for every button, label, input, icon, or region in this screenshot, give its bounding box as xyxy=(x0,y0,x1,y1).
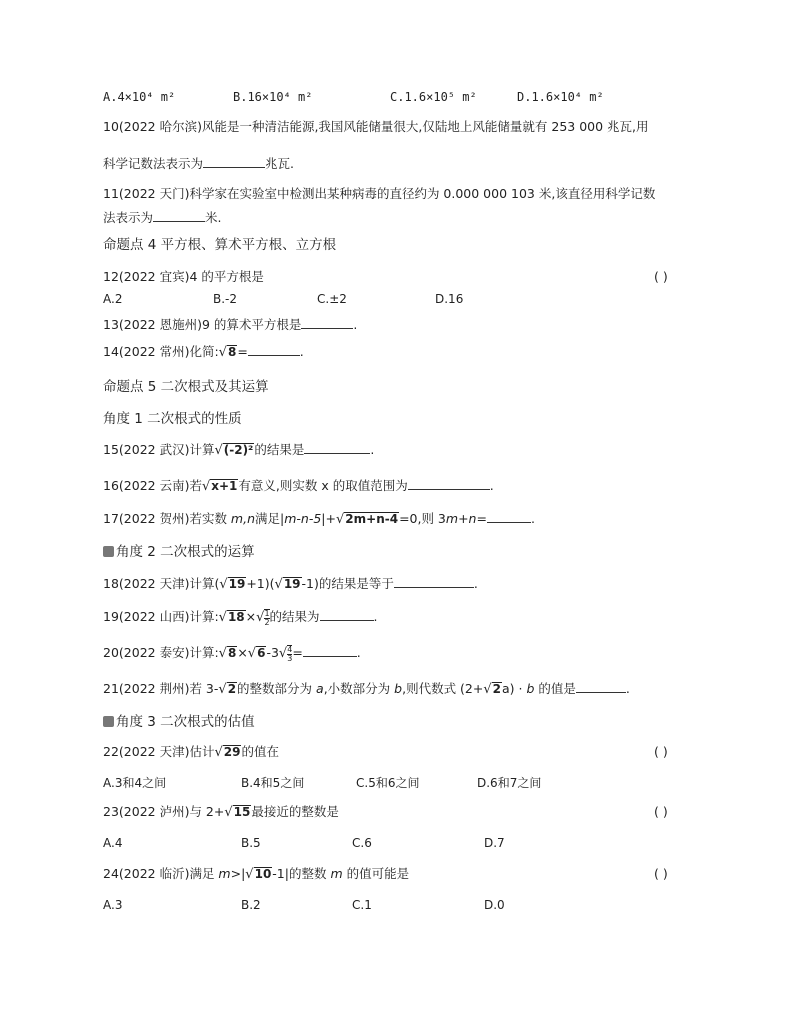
q21-text-e: a) · xyxy=(502,681,527,696)
q17-expr-mn: m+n xyxy=(445,511,477,526)
q21-radicand-2: 2 xyxy=(492,682,502,696)
q16-radicand: x+1 xyxy=(211,479,238,493)
q21-text-f: 的值是 xyxy=(534,681,576,696)
q22-answer-paren[interactable]: ( ) xyxy=(654,744,668,759)
q21-text-d: ,则代数式 (2+ xyxy=(402,681,484,696)
q17-radicand: 2m+n-4 xyxy=(345,512,399,526)
q24-text-b: >| xyxy=(230,866,246,881)
q19-answer-blank[interactable] xyxy=(320,608,374,621)
q13-text-b: . xyxy=(353,317,358,332)
q24-radicand: 10 xyxy=(254,867,272,881)
q21-var-b-2: b xyxy=(526,681,535,696)
q19-text-b: × xyxy=(245,609,257,624)
q20-radicand-1: 8 xyxy=(227,646,237,660)
q24-option-c: C.1 xyxy=(352,898,372,912)
q21-var-a: a xyxy=(316,681,324,696)
q22-text-a: 22(2022 天津)估计 xyxy=(103,744,215,759)
q23-text-b: 最接近的整数是 xyxy=(251,804,339,819)
q15-line xyxy=(103,441,374,459)
q17-text-a: 17(2022 贺州)若实数 xyxy=(103,511,231,526)
q12-stem: 12(2022 宜宾)4 的平方根是 xyxy=(103,269,264,284)
radical-sign: √ xyxy=(218,646,227,661)
q12-option-b: B.-2 xyxy=(213,292,238,306)
q19-denominator: 2 xyxy=(264,617,270,627)
radical-sign: √ xyxy=(483,682,492,697)
q22-option-c: C.5和6之间 xyxy=(356,776,420,790)
q21-text-g: . xyxy=(625,681,630,696)
q11-line1: 11(2022 天门)科学家在实验室中检测出某种病毒的直径约为 0.000 000 103 米,该直径用科学记数 xyxy=(103,186,656,201)
q19-numerator: 1 xyxy=(264,608,270,618)
q17-text-b: 满足| xyxy=(255,511,285,526)
radical-sign: √ xyxy=(274,577,283,592)
q23-radicand: 15 xyxy=(233,805,251,819)
q15-answer-blank[interactable] xyxy=(304,441,370,454)
radical-sign: √ xyxy=(219,577,228,592)
q21-text-c: ,小数部分为 xyxy=(323,681,395,696)
radical-sign: √ xyxy=(218,345,227,360)
q23-text-a: 23(2022 泸州)与 2+ xyxy=(103,804,225,819)
q20-text-e: . xyxy=(356,645,361,660)
q23-line xyxy=(103,804,339,821)
q17-text-h: . xyxy=(530,511,535,526)
q12-option-c: C.±2 xyxy=(317,292,347,306)
q21-text-a: 21(2022 荆州)若 3- xyxy=(103,681,219,696)
q24-answer-paren[interactable]: ( ) xyxy=(654,866,668,881)
q15-radicand: (-2)² xyxy=(223,443,254,457)
q17-text-d: |+ xyxy=(321,511,336,526)
q10-line1: 10(2022 哈尔滨)风能是一种清洁能源,我国风能储量很大,仅陆地上风能储量就有 253 000 兆瓦,用 xyxy=(103,119,649,134)
q10-text-a: 科学记数法表示为 xyxy=(103,156,204,171)
q21-radicand: 2 xyxy=(227,682,237,696)
q20-text-d: = xyxy=(292,645,303,660)
q16-answer-blank[interactable] xyxy=(408,477,490,490)
radical-sign: √ xyxy=(278,646,288,661)
q19-text-d: . xyxy=(373,609,378,624)
q22-line xyxy=(103,744,279,761)
q24-option-d: D.0 xyxy=(484,898,505,912)
q14-text-a: 14(2022 常州)化简: xyxy=(103,344,219,359)
q18-line xyxy=(103,575,478,593)
q21-text-b: 的整数部分为 xyxy=(237,681,317,696)
q18-text-a: 18(2022 天津)计算( xyxy=(103,576,220,591)
q18-radicand-1: 19 xyxy=(228,577,246,591)
q20-numerator: 4 xyxy=(287,644,293,654)
square-bullet-icon xyxy=(103,546,114,557)
radical-sign: √ xyxy=(247,646,257,661)
q12-option-a: A.2 xyxy=(103,292,123,306)
q17-answer-blank[interactable] xyxy=(487,510,531,523)
square-bullet-icon xyxy=(103,716,114,727)
q24-text-c: -1|的整数 xyxy=(272,866,331,881)
q23-option-c: C.6 xyxy=(352,836,372,850)
q17-line xyxy=(103,510,535,528)
q23-option-d: D.7 xyxy=(484,836,505,850)
q24-option-b: B.2 xyxy=(241,898,261,912)
q9-option-d: D.1.6×10⁴ m² xyxy=(517,90,604,104)
q24-var-m-2: m xyxy=(330,866,343,881)
radical-sign: √ xyxy=(335,512,345,527)
section-5-heading: 命题点 5 二次根式及其运算 xyxy=(103,379,269,395)
q17-text-e: =0,则 3 xyxy=(399,511,446,526)
q22-option-d: D.6和7之间 xyxy=(477,776,542,790)
q24-text-a: 24(2022 临沂)满足 xyxy=(103,866,219,881)
q19-text-c: 的结果为 xyxy=(269,609,320,624)
radical-sign: √ xyxy=(218,682,227,697)
q21-var-b: b xyxy=(394,681,403,696)
q24-text-d: 的值可能是 xyxy=(342,866,410,881)
q24-option-a: A.3 xyxy=(103,898,123,912)
q20-answer-blank[interactable] xyxy=(303,644,357,657)
q20-text-c: -3 xyxy=(266,645,279,660)
q13-line xyxy=(103,316,357,333)
q16-line xyxy=(103,477,494,495)
q18-text-c: -1)的结果是等于 xyxy=(301,576,394,591)
q20-text-b: × xyxy=(237,645,248,660)
radical-sign: √ xyxy=(201,479,211,494)
q22-option-a: A.3和4之间 xyxy=(103,776,167,790)
q10-line2 xyxy=(103,155,294,172)
radical-sign: √ xyxy=(256,610,265,625)
q23-answer-paren[interactable]: ( ) xyxy=(654,804,668,819)
q11-text-b: 米. xyxy=(205,210,222,225)
q21-answer-blank[interactable] xyxy=(576,680,626,693)
angle-3-heading xyxy=(103,714,255,730)
q14-radicand: 8 xyxy=(227,345,237,359)
q24-line xyxy=(103,866,409,883)
q13-answer-blank[interactable] xyxy=(301,316,353,329)
q17-vars-mn: m,n xyxy=(230,511,255,526)
q22-radicand: 29 xyxy=(223,745,241,759)
q18-radicand-2: 19 xyxy=(283,577,301,591)
radical-sign: √ xyxy=(224,805,233,820)
q19-text-a: 19(2022 山西)计算: xyxy=(103,609,219,624)
q11-answer-blank[interactable] xyxy=(153,209,205,222)
q23-option-b: B.5 xyxy=(241,836,261,850)
q11-line2 xyxy=(103,209,222,226)
q18-text-d: . xyxy=(473,576,478,591)
q9-option-a: A.4×10⁴ m² xyxy=(103,90,176,104)
q24-var-m: m xyxy=(218,866,231,881)
q20-text-a: 20(2022 泰安)计算: xyxy=(103,645,219,660)
q15-text-b: 的结果是 xyxy=(254,442,305,457)
q17-abs-expr: m-n-5 xyxy=(284,511,322,526)
q9-option-c: C.1.6×10⁵ m² xyxy=(390,90,477,104)
q12-answer-paren[interactable]: ( ) xyxy=(654,269,668,284)
q12-option-d: D.16 xyxy=(435,292,464,306)
angle-2-label: 角度 2 二次根式的运算 xyxy=(116,544,255,560)
q11-text-a: 法表示为 xyxy=(103,210,154,225)
angle-3-label: 角度 3 二次根式的估值 xyxy=(116,714,255,730)
q18-answer-blank[interactable] xyxy=(394,575,474,588)
q17-text-g: = xyxy=(476,511,487,526)
section-4-heading: 命题点 4 平方根、算术平方根、立方根 xyxy=(103,237,337,253)
q16-text-a: 16(2022 云南)若 xyxy=(103,478,202,493)
q21-line xyxy=(103,680,630,698)
q13-text-a: 13(2022 恩施州)9 的算术平方根是 xyxy=(103,317,302,332)
angle-1-heading: 角度 1 二次根式的性质 xyxy=(103,411,242,427)
q9-option-b: B.16×10⁴ m² xyxy=(233,90,313,104)
q22-option-b: B.4和5之间 xyxy=(241,776,305,790)
q10-text-b: 兆瓦. xyxy=(265,156,294,171)
q16-text-c: . xyxy=(489,478,494,493)
q14-text-b: = xyxy=(237,344,248,359)
q22-text-b: 的值在 xyxy=(241,744,279,759)
q20-radicand-2: 6 xyxy=(257,646,266,660)
q15-text-a: 15(2022 武汉)计算 xyxy=(103,442,215,457)
q19-radicand: 18 xyxy=(227,610,245,624)
q14-answer-blank[interactable] xyxy=(248,343,300,356)
q20-denominator: 3 xyxy=(287,653,293,663)
q23-option-a: A.4 xyxy=(103,836,123,850)
q16-text-b: 有意义,则实数 x 的取值范围为 xyxy=(238,478,408,493)
radical-sign: √ xyxy=(214,443,223,458)
q14-text-c: . xyxy=(299,344,304,359)
q18-text-b: +1)( xyxy=(246,576,275,591)
radical-sign: √ xyxy=(214,745,223,760)
radical-sign: √ xyxy=(245,867,254,882)
q19-line xyxy=(103,608,378,627)
q10-answer-blank[interactable] xyxy=(203,155,265,168)
q14-line xyxy=(103,343,304,361)
angle-2-heading xyxy=(103,544,255,560)
radical-sign: √ xyxy=(218,610,227,625)
q20-line xyxy=(103,644,361,663)
q15-text-c: . xyxy=(370,442,375,457)
